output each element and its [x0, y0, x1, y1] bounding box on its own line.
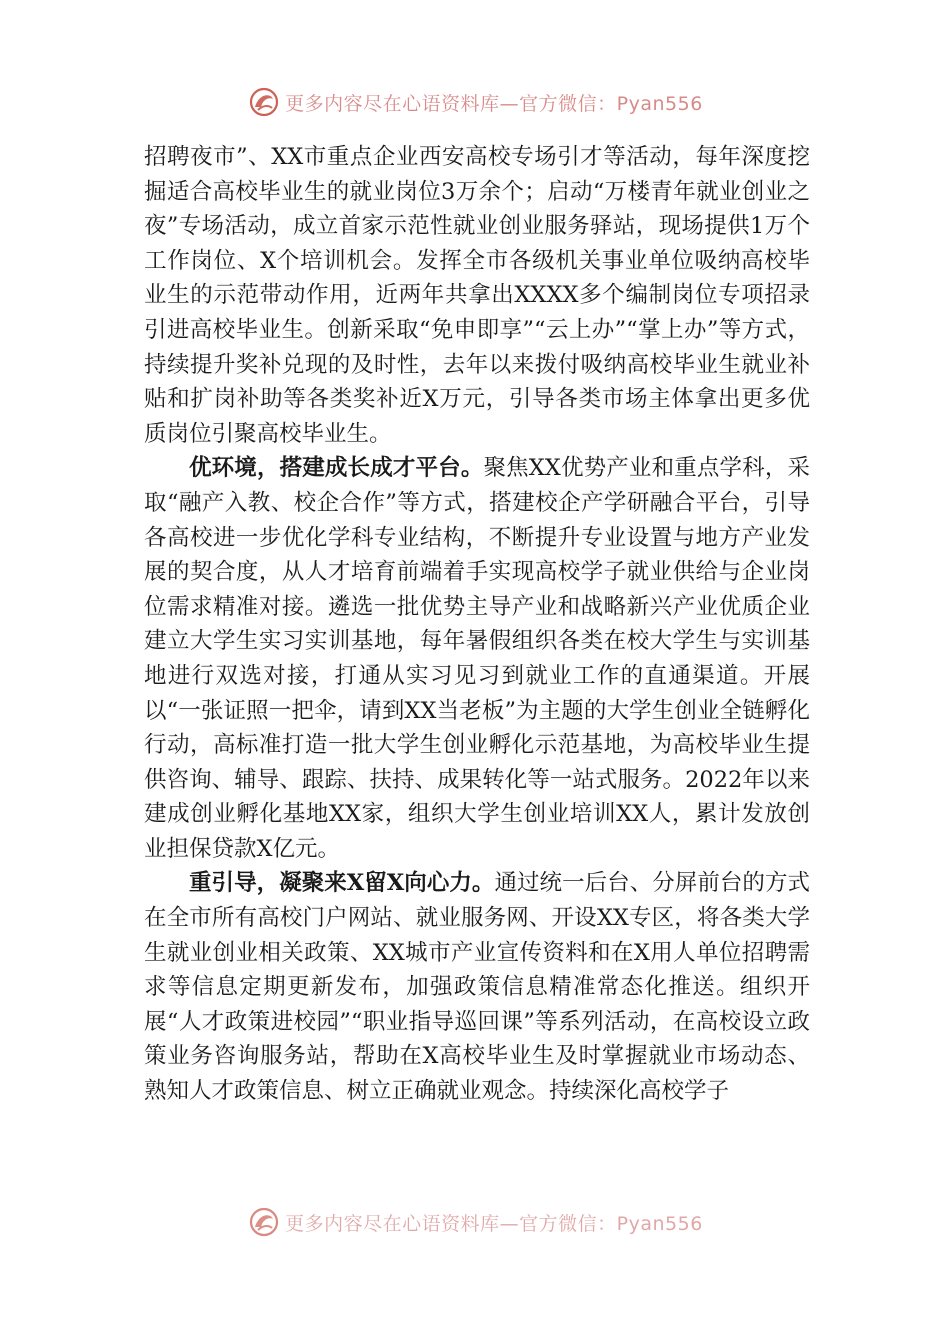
paragraph-text: 聚焦XX优势产业和重点学科，采取“融产入教、校企合作”等方式，搭建校企产学研融合平台，引导各高校进一步优化学科专业结构，不断提升专业设置与地方产业发展的契合度，从人才培育前端着手实现高校学子就业供给与企业岗位需求精准对接。遴选一批优势主导产业和战略新兴产业优质企业建立大学生实习实训基地，每年暑假组织各类在校大学生与实训基地进行双选对接，打通从实习见习到就业工作的直通渠道。开展以“一张证照一把伞，请到XX当老板”为主题的大学生创业全链孵化行动，高标准打造一批大学生创业孵化示范基地，为高校毕业生提供咨询、辅导、跟踪、扶持、成果转化等一站式服务。2022年以来建成创业孵化基地XX家，组织大学生创业培训XX人，累计发放创业担保贷款X亿元。 — [144, 455, 810, 862]
paragraph-lead: 优环境，搭建成长成才平台。 — [189, 455, 484, 482]
paragraph — [144, 866, 810, 1108]
footer-watermark — [0, 1202, 950, 1242]
watermark-text: 更多内容尽在心语资料库—官方微信：Pyan556 — [285, 92, 703, 115]
watermark-text: 更多内容尽在心语资料库—官方微信：Pyan556 — [285, 1212, 703, 1235]
paragraph — [144, 451, 810, 866]
document-body — [144, 140, 810, 1109]
swirl-logo-icon — [247, 85, 281, 119]
swirl-logo-icon — [247, 1205, 281, 1239]
paragraph-text: 招聘夜市”、XX市重点企业西安高校专场引才等活动，每年深度挖掘适合高校毕业生的就业岗位3万余个；启动“万楼青年就业创业之夜”专场活动，成立首家示范性就业创业服务驿站，现场提供1万个工作岗位、X个培训机会。发挥全市各级机关事业单位吸纳高校毕业生的示范带动作用，近两年共拿出XXXX多个编制岗位专项招录引进高校毕业生。创新采取“免申即享”“云上办”“掌上办”等方式，持续提升奖补兑现的及时性，去年以来拨付吸纳高校毕业生就业补贴和扩岗补助等各类奖补近X万元，引导各类市场主体拿出更多优质岗位引聚高校毕业生。 — [144, 144, 810, 447]
paragraph-lead: 重引导，凝聚来X留X向心力。 — [189, 870, 495, 897]
paragraph-text: 通过统一后台、分屏前台的方式在全市所有高校门户网站、就业服务网、开设XX专区，将各类大学生就业创业相关政策、XX城市产业宣传资料和在X用人单位招聘需求等信息定期更新发布，加强政策信息精准常态化推送。组织开展“人才政策进校园”“职业指导巡回课”等系列活动，在高校设立政策业务咨询服务站，帮助在X高校毕业生及时掌握就业市场动态、熟知人才政策信息、树立正确就业观念。持续深化高校学子 — [144, 870, 810, 1105]
header-watermark — [0, 82, 950, 122]
paragraph — [144, 140, 810, 451]
